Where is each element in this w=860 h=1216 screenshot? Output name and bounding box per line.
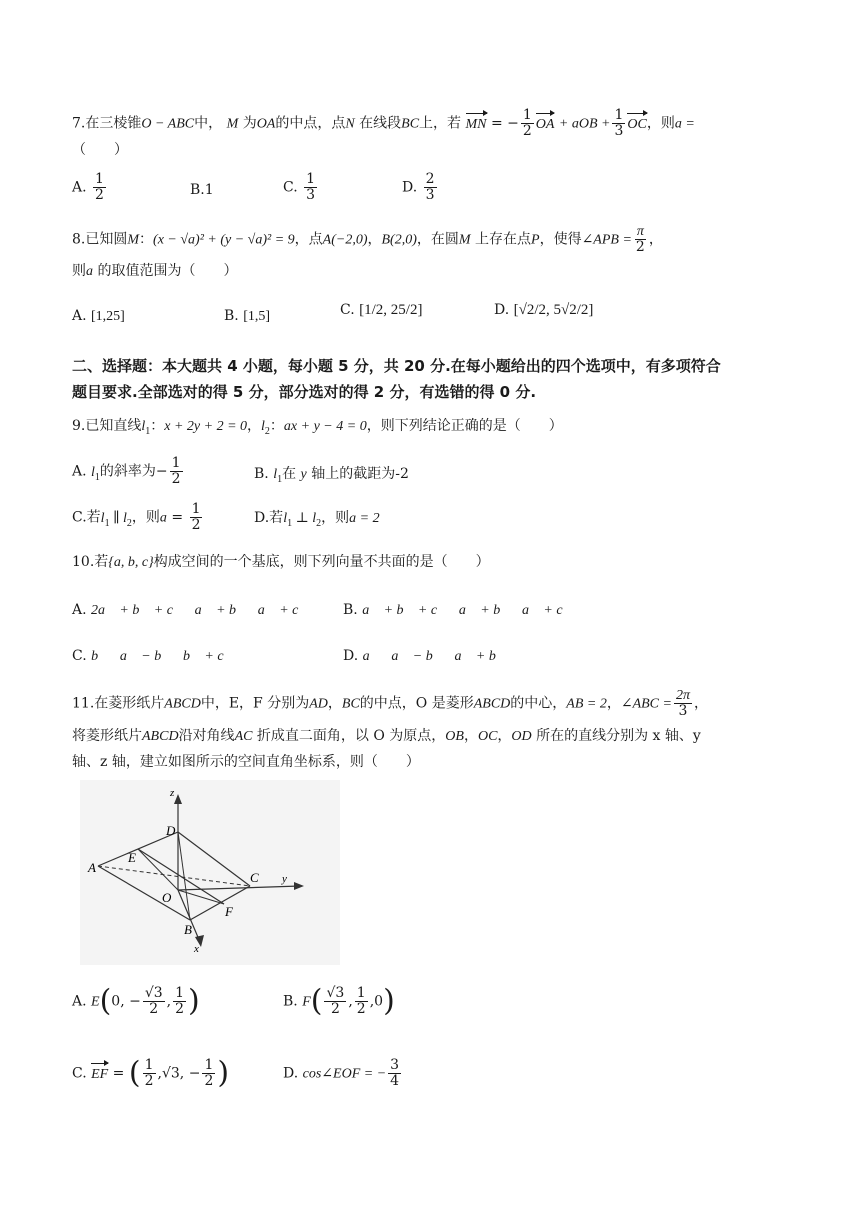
svg-text:C: C: [250, 870, 259, 885]
svg-text:F: F: [225, 904, 233, 919]
q9-option-a: A. $l_1$的斜率为− $\frac{1}{2}$: [72, 455, 181, 487]
q10-option-c: C. b⃗，a⃗ − b⃗，b⃗ + c⃗: [72, 648, 235, 664]
q10-stem: 10.若{a, b, c}构成空间的一个基底，则下列向量不共面的是（ ）: [72, 554, 490, 570]
q10-option-d: D. a⃗，a⃗ − b⃗，a⃗ + b⃗: [343, 648, 507, 664]
q10-option-a: A. 2a⃗ + b⃗ + c⃗，a⃗ + b⃗，a⃗ + c⃗: [72, 602, 310, 618]
q7-option-c: C. $\frac{1}{3}$: [283, 171, 316, 203]
q11-option-b: B. F( $\frac{√3}{2}$ , $\frac{1}{2}$ ,0): [283, 983, 395, 1019]
q8-option-a: A. [1,25]: [72, 308, 125, 324]
q7-stem: 7.在三棱锥O − ABC中， M 为OA的中点，点N 在线段BC上，若 MN = − $\frac{1}{2}$ OA + aOB + $\frac{1}{3}$ OC，则a =: [72, 107, 695, 139]
section2-line2: 题目要求.全部选对的得 5 分，部分选对的得 2 分，有选错的得 0 分.: [72, 383, 537, 401]
q7-option-d: D. $\frac{2}{3}$: [402, 171, 435, 203]
q7-paren: （ ）: [72, 142, 128, 158]
q11-line2: 将菱形纸片ABCD沿对角线AC 折成直二面角，以 O 为原点，OB，OC，OD 所在的直线分别为 x 轴、y: [72, 728, 701, 744]
q9-option-c: C.若$l_1$ ∥ $l_2$，则a = $\frac{1}{2}$: [72, 501, 201, 533]
svg-text:E: E: [128, 850, 136, 865]
section2-line1: 二、选择题：本大题共 4 小题，每小题 5 分，共 20 分.在每小题给出的四个选项中，有多项符合: [72, 357, 721, 375]
q7-option-b: B.1: [190, 182, 214, 198]
svg-text:z: z: [170, 787, 175, 799]
svg-text:y: y: [282, 873, 287, 885]
q8-line2: 则a 的取值范围为（ ）: [72, 263, 238, 279]
q11-line1: 11.在菱形纸片ABCD中，E，F 分别为AD，BC的中点，O 是菱形ABCD的中心，AB = 2，∠ABC = $\frac{2\pi}{3}$ ，: [72, 688, 708, 719]
q7-option-a: A. $\frac{1}{2}$: [72, 171, 104, 203]
circle-equation: (x − √a)² + (y − √a)² = 9: [153, 232, 295, 248]
vector-mn: MN: [466, 115, 487, 135]
fraction-half: $\frac{1}{2}$: [522, 107, 532, 139]
q8-option-c: C. [1/2, 25/2]: [340, 302, 423, 318]
q11-option-a: A. E(0, − $\frac{√3}{2}$ , $\frac{1}{2}$ ): [72, 983, 200, 1019]
q10-option-b: B. a⃗ + b⃗ + c⃗，a⃗ + b⃗，a⃗ + c⃗: [343, 602, 574, 618]
svg-text:B: B: [184, 922, 192, 937]
q8-option-b: B. [1,5]: [224, 308, 271, 324]
q11-option-d: D. cos∠EOF = − $\frac{3}{4}$: [283, 1057, 400, 1089]
q8-stem: 8.已知圆M：(x − √a)² + (y − √a)² = 9，点A(−2,0)，B(2,0)，在圆M 上存在点P，使得∠APB = $\frac{\pi}{2}$ ，: [72, 224, 663, 255]
q9-stem: 9.已知直线$l_1$：x + 2y + 2 = 0，$l_2$：ax + y − 4 = 0，则下列结论正确的是（ ）: [72, 418, 563, 437]
q9-option-b: B. $l_1$在 y 轴上的截距为-2: [254, 466, 409, 485]
q8-option-d: D. [√2/2, 5√2/2]: [494, 302, 594, 318]
q11-line3: 轴、z 轴，建立如图所示的空间直角坐标系，则（ ）: [72, 754, 420, 770]
basis-set: {a, b, c}: [108, 555, 154, 570]
q9-option-d: D.若$l_1$ ⊥ $l_2$，则a = 2: [254, 510, 380, 529]
svg-text:D: D: [166, 823, 176, 838]
svg-text:O: O: [162, 890, 172, 905]
svg-text:A: A: [88, 860, 96, 875]
svg-text:x: x: [194, 943, 199, 955]
coordinate-figure: [80, 780, 340, 965]
q11-option-c: C. EF = ( $\frac{1}{2}$ ,√3, − $\frac{1}{2}$ ): [72, 1055, 230, 1091]
